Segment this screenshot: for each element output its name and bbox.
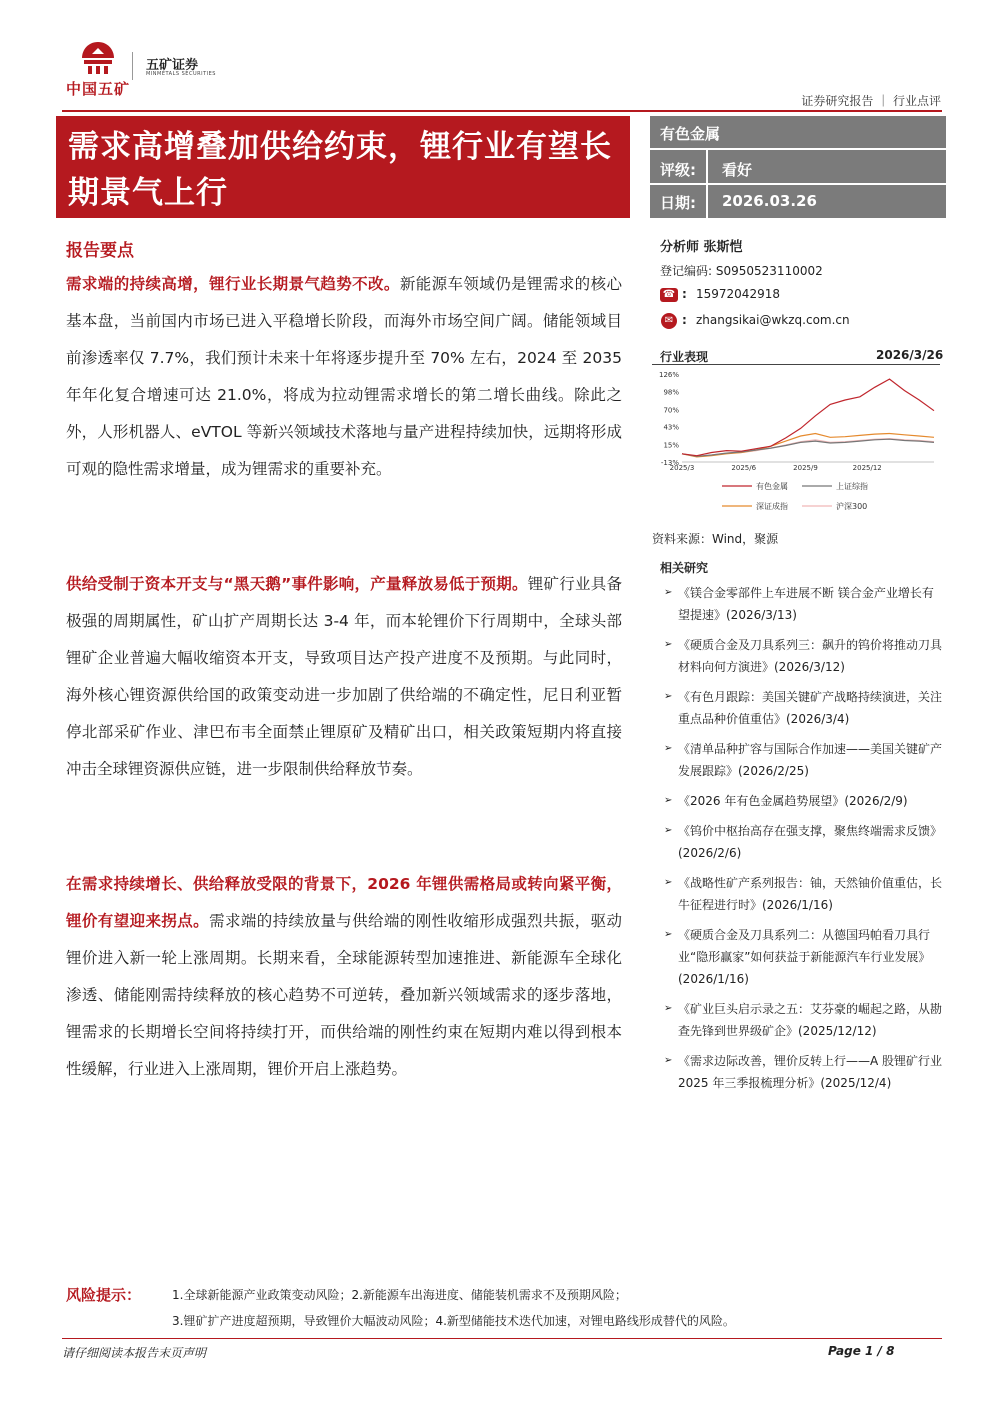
related-research-item[interactable] (664, 924, 944, 990)
date-label: 日期: (660, 194, 696, 212)
mail-icon: ✉ (661, 313, 677, 329)
paragraph-lead: 需求端的持续高增，锂行业长期景气趋势不改。 (66, 275, 400, 293)
bullet-arrow-icon: ➢ (664, 1055, 673, 1066)
x-tick-label: 2025/6 (731, 464, 757, 472)
analyst-name: 分析师 张斯恺 (660, 240, 743, 255)
date-value: 2026.03.26 (722, 192, 817, 210)
disclaimer-note: 请仔细阅读本报告末页声明 (62, 1346, 207, 1360)
related-research-item[interactable] (664, 582, 944, 626)
title-banner (56, 116, 630, 218)
related-research-item[interactable] (664, 790, 944, 812)
report-title: 需求高增叠加供给约束，锂行业有望长期景气上行 (68, 129, 612, 211)
chart-date: 2026/3/26 (876, 348, 944, 362)
bullet-arrow-icon: ➢ (664, 877, 673, 888)
report-type-tags: 证券研究报告 ｜ 行业点评 (801, 94, 941, 108)
y-tick-label: 126% (658, 371, 679, 379)
company-logo (78, 40, 118, 76)
info-vertical-separator (706, 150, 708, 218)
phone-number: 15972042918 (696, 287, 780, 301)
registration-label: 登记编码: (660, 264, 713, 278)
related-research-text: 《2026 年有色金属趋势展望》(2026/2/9) (678, 794, 908, 808)
legend-label: 上证综指 (836, 482, 868, 491)
phone-icon: ☎ (660, 288, 678, 302)
x-tick-label: 2025/3 (669, 464, 695, 472)
bullet-arrow-icon: ➢ (664, 929, 673, 940)
industry-performance-chart (652, 366, 942, 516)
page-number: Page 1 / 8 (828, 1344, 895, 1358)
related-research-list (664, 582, 944, 1102)
legend-label: 沪深300 (836, 502, 868, 511)
paragraph-body: 新能源车领域仍是锂需求的核心基本盘，当前国内市场已进入平稳增长阶段，而海外市场空间广阔。储能领域目前渗透率仅 7.7%，我们预计未来十年将逐步提升至 70% 左右，2024 至 2035 年年化复合增速可达 21.0%，将成为拉动锂需求增长的第二增长曲线。除此之外，人形机器人、eVTOL 等新兴领域技术落地与量产进程持续加快，远期将形成可观的隐性需求增量，成为锂需求的重要补充。 (66, 275, 622, 478)
related-research-text: 《需求边际改善，锂价反转上行——A 股锂矿行业 2025 年三季报梳理分析》(2025/12/4) (678, 1054, 943, 1090)
chart-rule (652, 364, 940, 365)
rating-info-box (650, 116, 946, 218)
related-research-text: 《战略性矿产系列报告：铀，天然铀价值重估，长牛征程进行时》(2026/1/16) (678, 876, 943, 912)
bullet-arrow-icon: ➢ (664, 795, 673, 806)
colon: : (682, 287, 687, 301)
related-research-text: 《有色月跟踪：美国关键矿产战略持续演进，关注重点品种价值重估》(2026/3/4) (678, 690, 943, 726)
logo-text: 中国五矿 (66, 80, 131, 98)
x-tick-label: 2025/9 (793, 464, 818, 472)
rating-label: 评级: (660, 161, 696, 179)
footer-rule (62, 1338, 942, 1339)
bullet-arrow-icon: ➢ (664, 743, 673, 754)
series-line-有色金属 (682, 379, 934, 456)
related-research-text: 《硬质合金及刀具系列二：从德国玛帕看刀具行业“隐形赢家”如何获益于新能源汽车行业发展》(2026/1/16) (678, 928, 931, 986)
bullet-arrow-icon: ➢ (664, 825, 673, 836)
y-tick-label: 98% (663, 388, 679, 397)
chart-title: 行业表现 (660, 350, 709, 364)
y-tick-label: 70% (663, 406, 679, 415)
chart-source: 资料来源：Wind，聚源 (652, 532, 779, 546)
email-line (660, 313, 880, 331)
paragraph-body: 锂矿行业具备极强的周期属性，矿山扩产周期长达 3-4 年，而本轮锂价下行周期中，全球头部锂矿企业普遍大幅收缩资本开支，导致项目达产投产进度不及预期。与此同时，海外核心锂资源供给国的政策变动进一步加剧了供给端的不确定性，尼日利亚暂停北部采矿作业、津巴布韦全面禁止锂原矿及精矿出口，相关政策短期内将直接冲击全球锂资源供应链，进一步限制供给释放节奏。 (66, 575, 622, 778)
phone-line (660, 287, 860, 305)
related-research-text: 《清单品种扩容与国际合作加速——美国关键矿产发展跟踪》(2026/2/25) (678, 742, 943, 778)
series-line-上证综指 (682, 439, 934, 456)
info-separator (650, 183, 946, 185)
y-tick-label: 43% (663, 423, 679, 432)
risk-line: 3.锂矿扩产进度超预期，导致锂价大幅波动风险；4.新型储能技术迭代加速，对锂电路线形成替代的风险。 (172, 1314, 735, 1328)
related-research-item[interactable] (664, 1050, 944, 1094)
risk-label: 风险提示： (66, 1286, 142, 1304)
related-research-text: 《矿业巨头启示录之五：艾芬豪的崛起之路，从勘查先锋到世界级矿企》(2025/12/12) (678, 1002, 943, 1038)
legend-label: 深证成指 (756, 502, 788, 511)
brand-name: 五矿证券 (146, 58, 199, 73)
info-separator (650, 148, 946, 150)
bullet-arrow-icon: ➢ (664, 587, 673, 598)
paragraph (66, 266, 622, 488)
sector-label: 有色金属 (660, 125, 721, 143)
related-research-text: 《镁合金零部件上车进展不断 镁合金产业增长有望提速》(2026/3/13) (678, 586, 934, 622)
paragraph-body: 需求端的持续放量与供给端的刚性收缩形成强烈共振，驱动锂价进入新一轮上涨周期。长期来看，全球能源转型加速推进、新能源车全球化渗透、储能刚需持续释放的核心趋势不可逆转，叠加新兴领域需求的逐步落地，锂需求的长期增长空间将持续打开，而供给端的刚性约束在短期内难以得到根本性缓解，行业进入上涨周期，锂价开启上涨趋势。 (66, 912, 622, 1078)
x-tick-label: 2025/12 (852, 464, 882, 472)
bullet-arrow-icon: ➢ (664, 691, 673, 702)
registration-number: S0950523110002 (715, 264, 823, 278)
related-research-title: 相关研究 (660, 561, 709, 575)
colon: : (682, 313, 687, 327)
related-research-text: 《硬质合金及刀具系列三：飙升的钨价将推动刀具材料向何方演进》(2026/3/12) (678, 638, 943, 674)
logo-divider (132, 52, 133, 80)
paragraph-lead: 供给受制于资本开支与“黑天鹅”事件影响，产量释放易低于预期。 (66, 575, 528, 593)
header-rule (62, 110, 942, 112)
y-tick-label: 15% (663, 441, 679, 450)
bullet-arrow-icon: ➢ (664, 639, 673, 650)
related-research-item[interactable] (664, 738, 944, 782)
legend-label: 有色金属 (756, 482, 788, 491)
brand-name-en: MINMETALS SECURITIES (146, 71, 216, 77)
paragraph (66, 566, 622, 788)
related-research-item[interactable] (664, 872, 944, 916)
related-research-item[interactable] (664, 820, 944, 864)
related-research-text: 《钨价中枢抬高存在强支撑，聚焦终端需求反馈》(2026/2/6) (678, 824, 943, 860)
related-research-item[interactable] (664, 634, 944, 678)
rating-value: 看好 (722, 161, 753, 179)
paragraph (66, 866, 622, 1088)
bullet-arrow-icon: ➢ (664, 1003, 673, 1014)
registration-line (660, 262, 823, 279)
related-research-item[interactable] (664, 686, 944, 730)
related-research-item[interactable] (664, 998, 944, 1042)
paragraph-lead: 在需求持续增长、供给释放受限的背景下，2026 年锂供需格局或转向紧平衡，锂价有望迎来拐点。 (66, 875, 622, 930)
email-address[interactable]: zhangsikai@wkzq.com.cn (696, 313, 850, 327)
risk-line: 1.全球新能源产业政策变动风险；2.新能源车出海进度、储能装机需求不及预期风险； (172, 1288, 627, 1302)
y-tick-label: -13% (660, 459, 679, 467)
section-title: 报告要点 (66, 241, 134, 261)
